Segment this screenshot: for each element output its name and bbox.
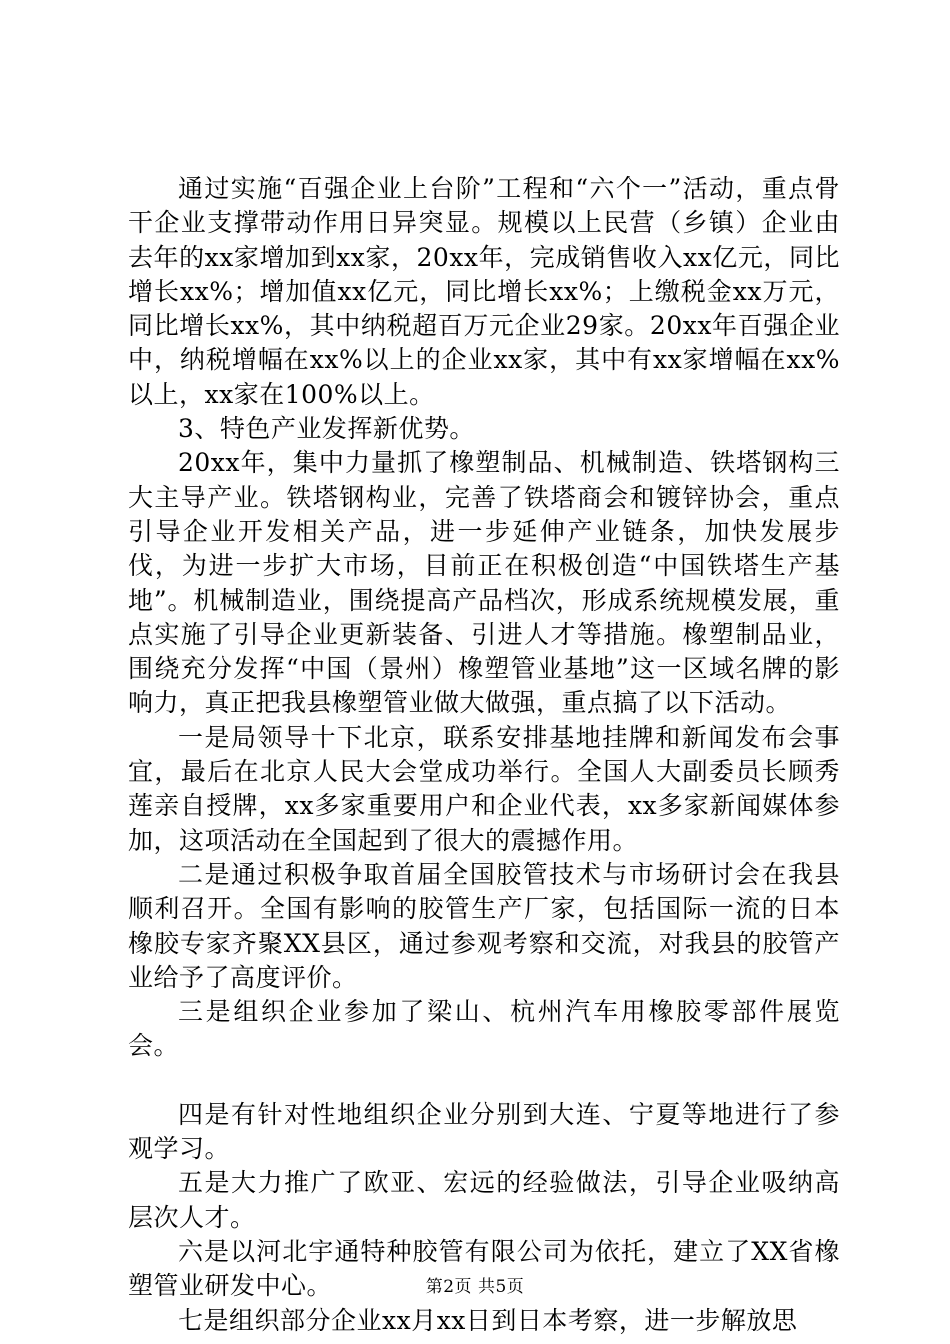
paragraph-activity-three: 三是组织企业参加了梁山、杭州汽车用橡胶零部件展览会。	[128, 997, 840, 1061]
page-number-label: 第2页 共5页	[425, 1277, 525, 1297]
paragraph-activity-five: 五是大力推广了欧亚、宏远的经验做法，引导企业吸纳高层次人才。	[128, 1168, 840, 1232]
paragraph-enterprise-growth: 通过实施“百强企业上台阶”工程和“六个一”活动，重点骨干企业支撑带动作用日异突显。规模以上民营（乡镇）企业由去年的xx家增加到xx家，20xx年，完成销售收入xx亿元，同比增长xx%；增加值xx亿元，同比增长xx%；上缴税金xx万元，同比增长xx%，其中纳税超百万元企业29家。20xx年百强企业中，纳税增幅在xx%以上的企业xx家，其中有xx家增幅在xx%以上，xx家在100%以上。	[128, 174, 840, 409]
paragraph-activity-one: 一是局领导十下北京，联系安排基地挂牌和新闻发布会事宜，最后在北京人民大会堂成功举行。全国人大副委员长顾秀莲亲自授牌，xx多家重要用户和企业代表，xx多家新闻媒体参加，这项活动在全国起到了很大的震撼作用。	[128, 722, 840, 855]
paragraph-activity-seven: 七是组织部分企业xx月xx日到日本考察，进一步解放思	[178, 1305, 798, 1335]
paragraph-activity-four: 四是有针对性地组织企业分别到大连、宁夏等地进行了参观学习。	[128, 1099, 840, 1164]
page-footer	[0, 1272, 950, 1297]
document-body	[128, 172, 840, 1338]
paragraph-three-industries: 20xx年，集中力量抓了橡塑制品、机械制造、铁塔钢构三大主导产业。铁塔钢构业，完善了铁塔商会和镀锌协会，重点引导企业开发相关产品，进一步延伸产业链条，加快发展步伐，为进一步扩大市场，目前正在积极创造“中国铁塔生产基地”。机械制造业，围绕提高产品档次，形成系统规模发展，重点实施了引导企业更新装备、引进人才等措施。橡塑制品业，围绕充分发挥“中国（景州）橡塑管业基地”这一区域名牌的影响力，真正把我县橡塑管业做大做强，重点搞了以下活动。	[128, 448, 840, 718]
paragraph-activity-two: 二是通过积极争取首届全国胶管技术与市场研讨会在我县顺利召开。全国有影响的胶管生产厂家，包括国际一流的日本橡胶专家齐聚XX县区，通过参观考察和交流，对我县的胶管产业给予了高度评价。	[128, 859, 840, 992]
paragraph-activity-six: 六是以河北宇通特种胶管有限公司为依托，建立了XX省橡塑管业研发中心。	[128, 1236, 840, 1301]
heading-characteristic-industry: 3、特色产业发挥新优势。	[178, 414, 475, 444]
